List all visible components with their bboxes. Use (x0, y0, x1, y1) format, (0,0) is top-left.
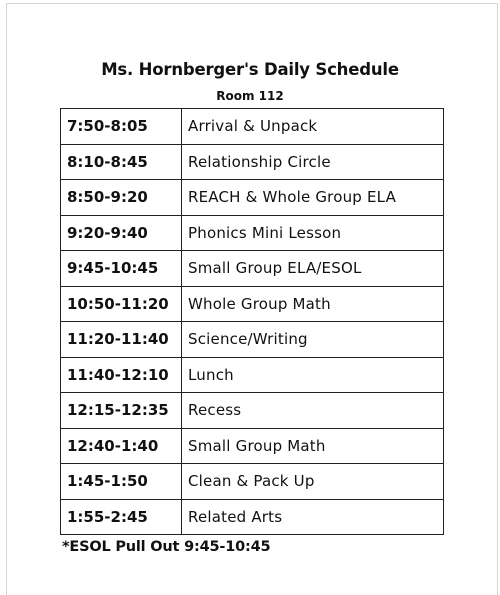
activity-cell: Phonics Mini Lesson (182, 215, 444, 251)
time-cell: 1:55-2:45 (61, 499, 182, 535)
table-row (61, 251, 444, 287)
time-cell: 9:20-9:40 (61, 215, 182, 251)
time-cell: 10:50-11:20 (61, 286, 182, 322)
time-cell: 8:50-9:20 (61, 180, 182, 216)
time-cell: 7:50-8:05 (61, 109, 182, 145)
table-row (61, 464, 444, 500)
activity-cell: Small Group Math (182, 428, 444, 464)
time-cell: 8:10-8:45 (61, 144, 182, 180)
time-cell: 12:40-1:40 (61, 428, 182, 464)
table-row (61, 322, 444, 358)
time-cell: 1:45-1:50 (61, 464, 182, 500)
schedule-table (60, 108, 444, 535)
time-cell: 11:20-11:40 (61, 322, 182, 358)
table-row (61, 393, 444, 429)
activity-cell: Science/Writing (182, 322, 444, 358)
table-row (61, 499, 444, 535)
table-row (61, 428, 444, 464)
time-cell: 11:40-12:10 (61, 357, 182, 393)
activity-cell: Related Arts (182, 499, 444, 535)
activity-cell: Small Group ELA/ESOL (182, 251, 444, 287)
table-row (61, 144, 444, 180)
esol-footnote: *ESOL Pull Out 9:45-10:45 (62, 539, 271, 555)
activity-cell: REACH & Whole Group ELA (182, 180, 444, 216)
time-cell: 9:45-10:45 (61, 251, 182, 287)
activity-cell: Clean & Pack Up (182, 464, 444, 500)
table-row (61, 286, 444, 322)
activity-cell: Relationship Circle (182, 144, 444, 180)
activity-cell: Lunch (182, 357, 444, 393)
table-row (61, 180, 444, 216)
activity-cell: Recess (182, 393, 444, 429)
table-row (61, 215, 444, 251)
table-row (61, 357, 444, 393)
activity-cell: Arrival & Unpack (182, 109, 444, 145)
time-cell: 12:15-12:35 (61, 393, 182, 429)
activity-cell: Whole Group Math (182, 286, 444, 322)
table-row (61, 109, 444, 145)
room-number: Room 112 (216, 89, 284, 103)
page-title: Ms. Hornberger's Daily Schedule (101, 60, 399, 79)
